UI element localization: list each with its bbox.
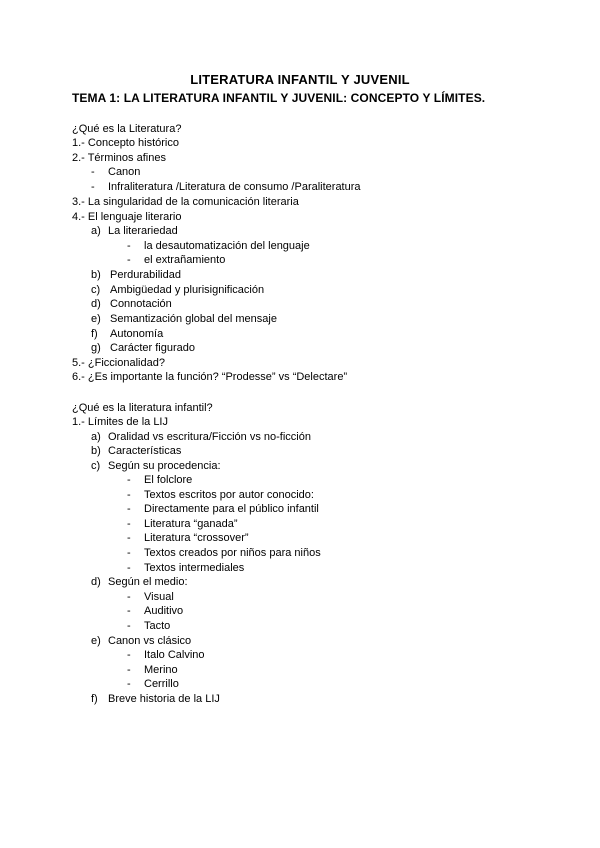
section2-c-sub: Directamente para el público infantil <box>144 503 319 515</box>
dash-marker: - <box>127 503 131 515</box>
section2-c-sub: Literatura “ganada” <box>144 518 238 530</box>
list-marker-a: a) <box>91 225 101 237</box>
section2-d-sub: Tacto <box>144 620 171 632</box>
dash-marker: - <box>127 678 131 690</box>
section1-item4-d: Connotación <box>110 298 172 310</box>
dash-marker: - <box>127 254 131 266</box>
section1-item4-b: Perdurabilidad <box>110 269 181 281</box>
list-marker-a: a) <box>91 431 101 443</box>
section1-item4: 4.- El lenguaje literario <box>72 211 182 223</box>
section2-b: Características <box>108 445 182 457</box>
dash-marker: - <box>127 562 131 574</box>
list-marker: d) <box>91 298 101 310</box>
list-marker-e: e) <box>91 635 101 647</box>
section2-c-sub: Textos intermediales <box>144 562 245 574</box>
list-marker: b) <box>91 269 101 281</box>
section2-question: ¿Qué es la literatura infantil? <box>72 402 213 414</box>
section1-item4-f: Autonomía <box>110 328 164 340</box>
section1-item3: 3.- La singularidad de la comunicación literaria <box>72 196 299 208</box>
dash-marker: - <box>127 591 131 603</box>
section2-item1: 1.- Límites de la LIJ <box>72 416 168 428</box>
section1-item4-g: Carácter figurado <box>110 342 195 354</box>
list-marker: f) <box>91 328 98 340</box>
list-marker-b: b) <box>91 445 101 457</box>
section2-d: Según el medio: <box>108 576 188 588</box>
dash-marker: - <box>127 605 131 617</box>
section1-item2-sub: Infraliteratura /Literatura de consumo /Paraliteratura <box>108 181 361 193</box>
section2-c-sub: Literatura “crossover” <box>144 532 249 544</box>
section2-e-sub: Italo Calvino <box>144 649 205 661</box>
section2-c-sub: Textos escritos por autor conocido: <box>144 489 314 501</box>
section1-item4-a-sub: el extrañamiento <box>144 254 226 266</box>
dash-marker: - <box>127 489 131 501</box>
section2-e-sub: Merino <box>144 664 178 676</box>
dash-marker: - <box>127 664 131 676</box>
list-marker-d: d) <box>91 576 101 588</box>
dash-marker: - <box>127 620 131 632</box>
section2-e: Canon vs clásico <box>108 635 192 647</box>
section1-item4-a-sub: la desautomatización del lenguaje <box>144 240 310 252</box>
dash-marker: - <box>127 474 131 486</box>
dash-marker: - <box>91 181 95 193</box>
dash-marker: - <box>127 518 131 530</box>
dash-marker: - <box>127 240 131 252</box>
section2-f: Breve historia de la LIJ <box>108 693 220 705</box>
section1-item2-sub: Canon <box>108 166 141 178</box>
section1-item5: 5.- ¿Ficcionalidad? <box>72 357 165 369</box>
list-marker-c: c) <box>91 460 101 472</box>
section1-item6: 6.- ¿Es importante la función? “Prodesse” vs “Delectare” <box>72 371 348 383</box>
dash-marker: - <box>127 547 131 559</box>
section2-e-sub: Cerrillo <box>144 678 179 690</box>
section2-c-sub: Textos creados por niños para niños <box>144 547 321 559</box>
section2-c: Según su procedencia: <box>108 460 221 472</box>
section1-question: ¿Qué es la Literatura? <box>72 123 182 135</box>
dash-marker: - <box>127 649 131 661</box>
document-title: LITERATURA INFANTIL Y JUVENIL <box>190 72 410 87</box>
list-marker: e) <box>91 313 101 325</box>
list-marker: g) <box>91 342 101 354</box>
section2-c-sub: El folclore <box>144 474 193 486</box>
dash-marker: - <box>91 166 95 178</box>
section1-item1: 1.- Concepto histórico <box>72 137 179 149</box>
dash-marker: - <box>127 532 131 544</box>
list-marker-f: f) <box>91 693 98 705</box>
section2-a: Oralidad vs escritura/Ficción vs no-ficción <box>108 431 311 443</box>
section2-d-sub: Visual <box>144 591 174 603</box>
document-subtitle: TEMA 1: LA LITERATURA INFANTIL Y JUVENIL: CONCEPTO Y LÍMITES. <box>72 91 486 105</box>
section1-item4-a: La literariedad <box>108 225 178 237</box>
list-marker: c) <box>91 284 101 296</box>
section1-item4-e: Semantización global del mensaje <box>110 313 277 325</box>
section1-item2: 2.- Términos afines <box>72 152 166 164</box>
section1-item4-c: Ambigüedad y plurisignificación <box>110 284 265 296</box>
section2-d-sub: Auditivo <box>144 605 184 617</box>
